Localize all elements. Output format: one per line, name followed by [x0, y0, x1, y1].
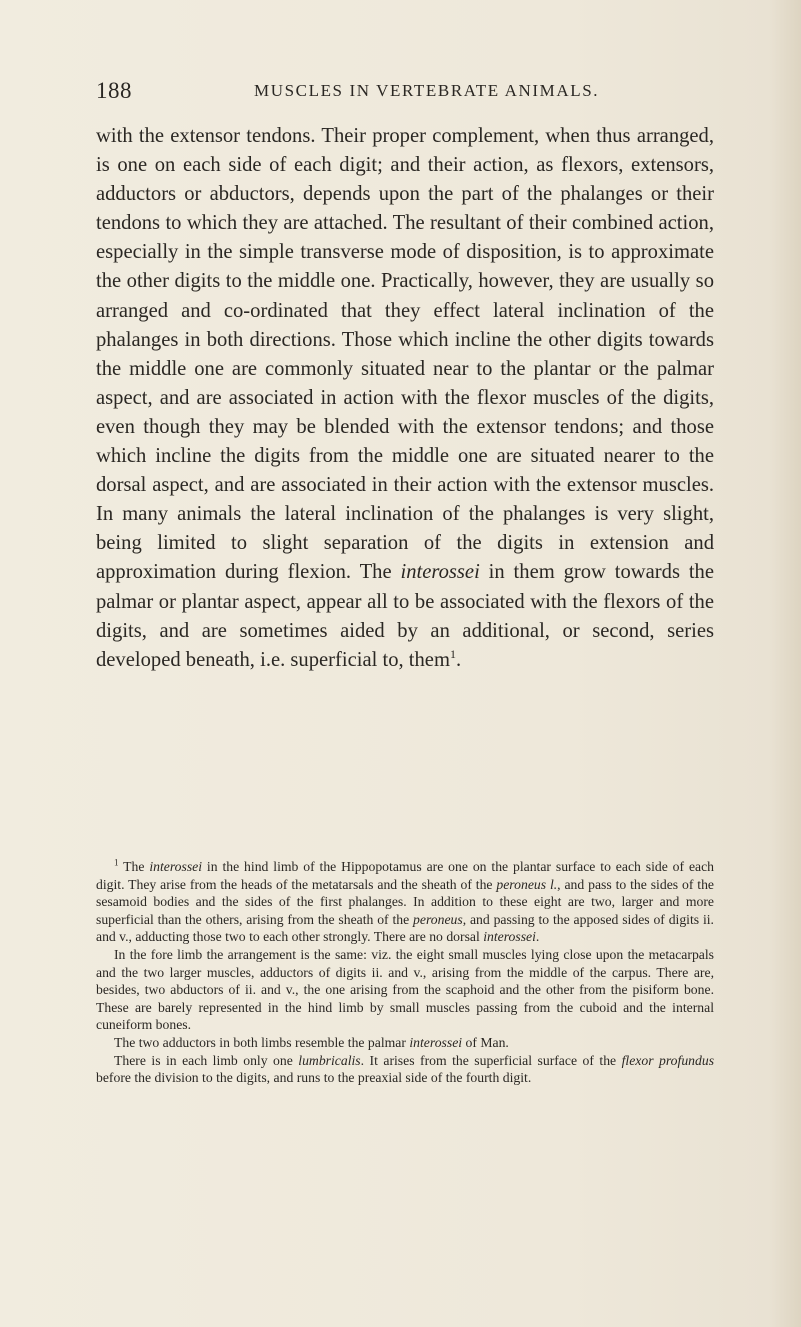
body-text-part-2: in them grow towards the palmar or plantar aspect, appear all to be associated with the flexors of the digits, and are sometimes aided by an additional, or second, series developed beneath, i.e. superficial to, them [96, 561, 714, 671]
body-paragraph [96, 122, 714, 675]
footnotes [96, 858, 714, 1087]
footnote-text: The two adductors in both limbs resemble the palmar [114, 1034, 406, 1050]
body-text-part-1: with the extensor tendons. Their proper complement, when thus arranged, is one on each side of each digit; and their action, as flexors, extensors, adductors or abductors, depends upon the part of the phalanges or their tendons to which they are attached. The resultant of their combined action, especially in the simple transverse mode of disposition, is to approximate the other digits to the middle one. Practically, however, they are usually so arranged and co-ordinated that they effect lateral inclination of the phalanges in both directions. Those which incline the other digits towards the middle one are commonly situated near to the plantar or the palmar aspect, and are associated in action with the flexor muscles of the digits, even though they may be blended with the extensor tendons; and those which incline the digits from the middle one are situated nearer to the dorsal aspect, and are associated in their action with the extensor muscles. In many animals the lateral inclination of the phalanges is very slight, being limited to slight separation of the digits in extension and approximation during flexion. The [96, 125, 714, 584]
footnote-term: interossei [409, 1034, 463, 1050]
footnote-term: interossei [149, 859, 203, 874]
footnote-term: interossei [483, 929, 536, 945]
footnote-term: peroneus l. [496, 876, 558, 892]
footnote-text: , and passing to the apposed sides of digits ii. and v., adducting those two to each other strongly. There are no dorsal [96, 911, 714, 945]
footnote-text: The [123, 859, 145, 874]
footnote-text: of Man. [465, 1034, 509, 1050]
footnote-term: flexor profundus [621, 1052, 715, 1068]
body-text-part-3: . [455, 648, 462, 671]
page-header [96, 78, 716, 108]
term-interossei: interossei [400, 561, 480, 584]
footnote-paragraph-adductors [96, 1034, 714, 1052]
footnote-1 [96, 858, 714, 946]
footnote-marker: 1 [114, 857, 119, 868]
running-head: MUSCLES IN VERTEBRATE ANIMALS. [254, 81, 600, 100]
footnote-text: before the division to the digits, and runs to the preaxial side of the fourth digit. [96, 1070, 532, 1086]
footnote-text: There is in each limb only one [114, 1052, 293, 1068]
footnote-text: , and pass to the sides of the sesamoid bodies and the sides of the first phalanges. In addition to these eight are two, larger and more superficial than the others, arising from the sheath of the [96, 876, 714, 927]
footnote-text: in the hind limb of the Hippopotamus are one on the plantar surface to each side of each digit. They arise from the heads of the metatarsals and the sheath of the [96, 859, 715, 892]
footnote-paragraph-lumbricalis [96, 1052, 714, 1087]
page-number: 188 [96, 78, 132, 103]
footnote-term: peroneus [413, 911, 463, 927]
footnote-term: lumbricalis [298, 1052, 361, 1068]
footnote-text: . It arises from the superficial surface of the [360, 1052, 617, 1068]
footnote-paragraph-fore-limb: In the fore limb the arrangement is the same: viz. the eight small muscles lying close upon the metacarpals and the two larger muscles, adductors of digits ii. and v., arising from the middle of the carpus. There are, besides, two abductors of ii. and v., the one arising from the scaphoid and the other from the pisiform bone. These are barely represented in the hind limb by small muscles passing from the cuboid and the internal cuneiform bones. [96, 946, 714, 1033]
footnote-text: . [535, 929, 540, 945]
footnote-reference: 1 [449, 646, 456, 661]
